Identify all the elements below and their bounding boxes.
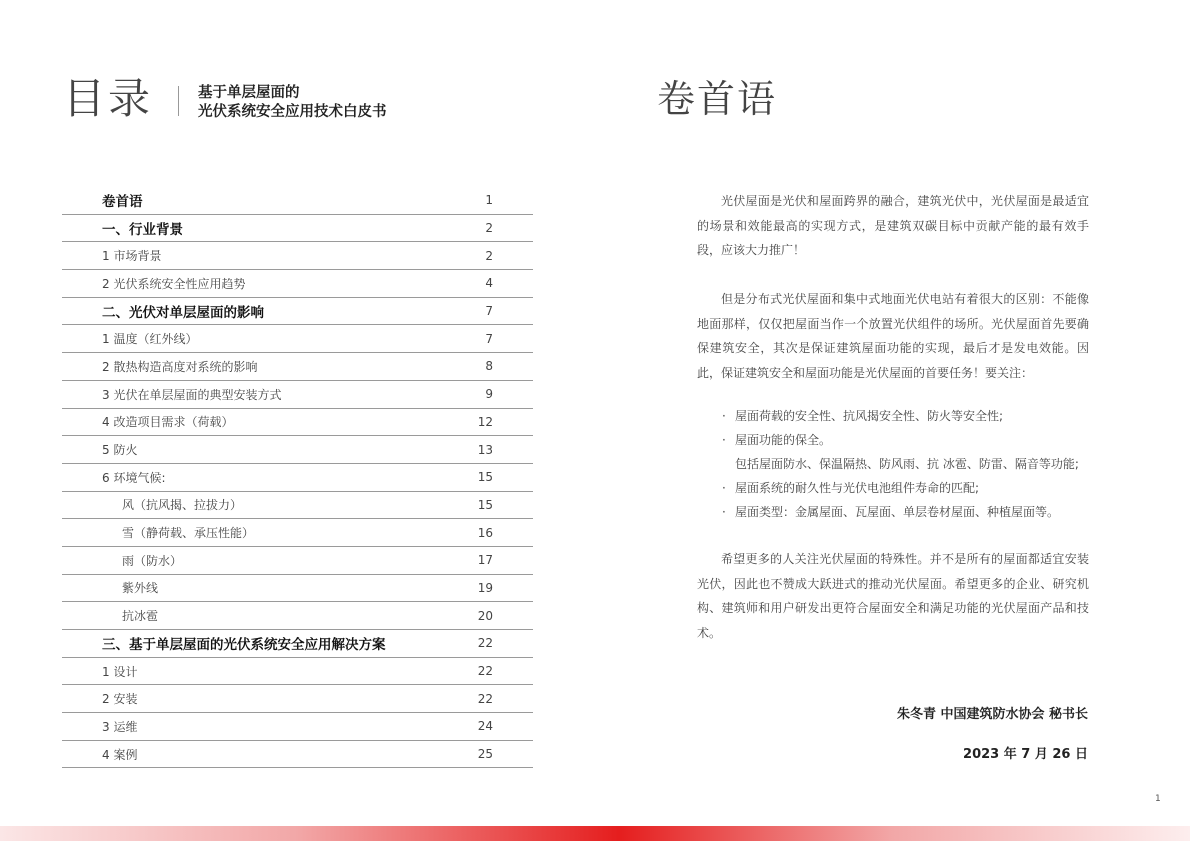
toc-entry-label: 1 市场背景 — [102, 249, 162, 264]
toc-entry-page: 9 — [485, 387, 493, 402]
toc-entry-page: 20 — [477, 608, 493, 623]
toc-entry-page: 4 — [485, 276, 493, 291]
toc-entry-page: 13 — [477, 442, 493, 457]
toc-entry[interactable] — [62, 519, 533, 547]
preface-heading: 卷首语 — [657, 77, 778, 121]
preface-paragraph-3: 希望更多的人关注光伏屋面的特殊性。并不是所有的屋面都适宜安装光伏，因此也不赞成大跃进式的推动光伏屋面。希望更多的企业、研究机构、建筑师和用户研发出更符合屋面安全和满足功能的光伏屋面产品和技术。 — [697, 552, 1089, 640]
toc-entry[interactable] — [62, 713, 533, 741]
preface-closing — [697, 547, 1089, 645]
toc-entry-label: 抗冰雹 — [122, 609, 159, 624]
toc-entry-label: 4 案例 — [102, 747, 138, 762]
toc-entry-label: 三、基于单层屋面的光伏系统安全应用解决方案 — [102, 637, 386, 654]
toc-entry[interactable] — [62, 187, 533, 215]
toc-entry-page: 25 — [477, 747, 493, 762]
toc-entry-label: 1 温度（红外线） — [102, 332, 198, 347]
concern-list — [722, 404, 1092, 524]
toc-entry-page: 15 — [477, 497, 493, 512]
toc-entry-page: 22 — [477, 691, 493, 706]
toc-entry-page: 22 — [477, 636, 493, 651]
toc-entry[interactable] — [62, 685, 533, 713]
toc-entry-page: 12 — [477, 414, 493, 429]
list-item-text: 屋面荷载的安全性、抗风揭安全性、防火等安全性; — [735, 409, 1004, 423]
toc-entry-page: 22 — [477, 664, 493, 679]
toc-entry[interactable] — [62, 575, 533, 603]
preface-body — [697, 189, 1089, 385]
toc-entry[interactable] — [62, 602, 533, 630]
toc-entry-label: 4 改造项目需求（荷载） — [102, 415, 234, 430]
list-item-text: 屋面系统的耐久性与光伏电池组件寿命的匹配; — [735, 481, 980, 495]
toc-entry-page: 19 — [477, 580, 493, 595]
toc-entry[interactable] — [62, 409, 533, 437]
toc-entry-label: 卷首语 — [102, 194, 143, 211]
subtitle-line-2: 光伏系统安全应用技术白皮书 — [198, 104, 387, 120]
toc-entry-label: 3 运维 — [102, 719, 138, 734]
bullet-marker: · — [722, 481, 726, 495]
header-divider — [178, 86, 179, 116]
list-item-continuation: 包括屋面防水、保温隔热、防风雨、抗 冰雹、防雷、隔音等功能; — [735, 457, 1079, 471]
bullet-marker: · — [722, 505, 726, 519]
toc-entry-page: 7 — [485, 304, 493, 319]
toc-entry-label: 雪（静荷载、承压性能） — [122, 526, 255, 541]
toc-entry-page: 15 — [477, 470, 493, 485]
toc-entry-label: 雨（防水） — [122, 553, 183, 568]
toc-entry[interactable] — [62, 298, 533, 326]
toc-entry-label: 2 散热构造高度对系统的影响 — [102, 359, 258, 374]
footer-gradient-bar — [0, 826, 1190, 841]
toc-entry-page: 8 — [485, 359, 493, 374]
list-item-text: 屋面类型：金属屋面、瓦屋面、单层卷材屋面、种植屋面等。 — [735, 505, 1060, 519]
toc-entry-label: 3 光伏在单层屋面的典型安装方式 — [102, 387, 282, 402]
bullet-marker: · — [722, 433, 726, 447]
list-item — [722, 476, 1092, 500]
toc-entry-page: 1 — [485, 193, 493, 208]
list-item-text: 屋面功能的保全。 — [735, 433, 832, 447]
table-of-contents — [62, 187, 533, 768]
toc-entry[interactable] — [62, 436, 533, 464]
toc-entry[interactable] — [62, 464, 533, 492]
toc-entry-page: 2 — [485, 248, 493, 263]
toc-entry-label: 2 安装 — [102, 692, 138, 707]
preface-paragraph-1: 光伏屋面是光伏和屋面跨界的融合，建筑光伏中，光伏屋面是最适宜的场景和效能最高的实现方式，是建筑双碳目标中贡献产能的最有效手段，应该大力推广！ — [697, 194, 1089, 257]
toc-entry-label: 6 环境气候: — [102, 470, 166, 485]
toc-entry-label: 二、光伏对单层屋面的影响 — [102, 305, 264, 322]
toc-entry[interactable] — [62, 270, 533, 298]
list-item — [722, 404, 1092, 428]
toc-entry[interactable] — [62, 630, 533, 658]
toc-entry[interactable] — [62, 353, 533, 381]
list-item — [722, 500, 1092, 524]
toc-entry-page: 24 — [477, 719, 493, 734]
preface-paragraph-2: 但是分布式光伏屋面和集中式地面光伏电站有着很大的区别：不能像地面那样，仅仅把屋面当作一个放置光伏组件的场所。光伏屋面首先要确保建筑安全，其次是保证建筑屋面功能的实现，最后才是发电效能。因此，保证建筑安全和屋面功能是光伏屋面的首要任务！要关注： — [697, 292, 1089, 380]
toc-entry[interactable] — [62, 547, 533, 575]
toc-entry-label: 紫外线 — [122, 581, 159, 596]
toc-entry[interactable] — [62, 325, 533, 353]
toc-entry-label: 5 防火 — [102, 443, 138, 458]
toc-entry-page: 16 — [477, 525, 493, 540]
list-item — [722, 428, 1092, 452]
toc-entry[interactable] — [62, 381, 533, 409]
signature: 朱冬青 中国建筑防水协会 秘书长 — [896, 707, 1088, 722]
toc-entry[interactable] — [62, 492, 533, 520]
toc-entry[interactable] — [62, 215, 533, 243]
date: 2023 年 7 月 26 日 — [963, 747, 1088, 762]
toc-entry[interactable] — [62, 658, 533, 686]
toc-entry-page: 7 — [485, 331, 493, 346]
toc-entry-page: 17 — [477, 553, 493, 568]
toc-heading: 目录 — [63, 74, 154, 123]
toc-entry[interactable] — [62, 242, 533, 270]
document-subtitle — [198, 84, 387, 122]
bullet-marker: · — [722, 409, 726, 423]
toc-entry-label: 1 设计 — [102, 664, 138, 679]
toc-entry-page: 2 — [485, 221, 493, 236]
toc-entry-label: 一、行业背景 — [102, 222, 183, 239]
toc-entry-label: 风（抗风揭、拉拔力） — [122, 498, 243, 513]
toc-entry-label: 2 光伏系统安全性应用趋势 — [102, 276, 246, 291]
subtitle-line-1: 基于单层屋面的 — [198, 85, 300, 101]
page-number: 1 — [1155, 794, 1161, 804]
toc-entry[interactable] — [62, 741, 533, 769]
